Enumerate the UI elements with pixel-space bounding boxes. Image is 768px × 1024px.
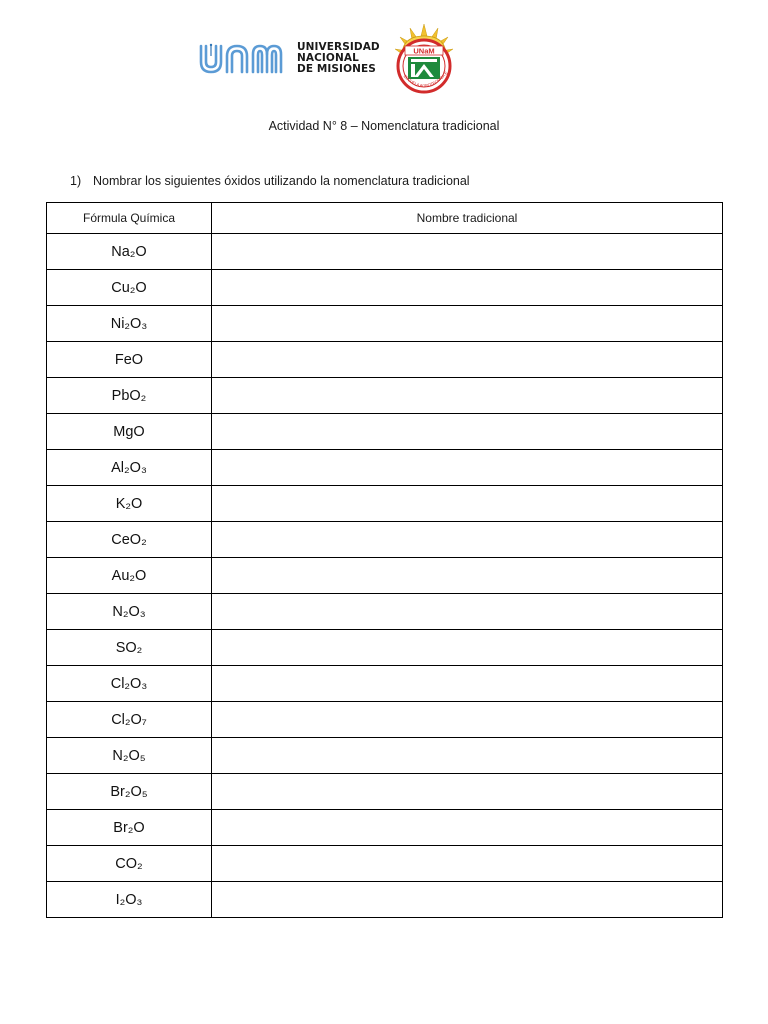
formula-cell: Au₂O <box>47 558 212 594</box>
table-row <box>47 306 723 342</box>
oxides-table <box>46 202 723 918</box>
table-row <box>47 486 723 522</box>
table-row <box>47 630 723 666</box>
table-row <box>47 450 723 486</box>
name-answer-cell[interactable] <box>212 306 723 342</box>
formula-cell: N₂O₅ <box>47 738 212 774</box>
name-answer-cell[interactable] <box>212 666 723 702</box>
formula-cell: N₂O₃ <box>47 594 212 630</box>
activity-title: Actividad N° 8 – Nomenclatura tradicional <box>268 119 500 133</box>
table-row <box>47 738 723 774</box>
name-answer-cell[interactable] <box>212 846 723 882</box>
name-answer-cell[interactable] <box>212 486 723 522</box>
formula-cell: Cu₂O <box>47 270 212 306</box>
table-row <box>47 846 723 882</box>
table-row <box>47 414 723 450</box>
formula-cell: CO₂ <box>47 846 212 882</box>
formula-cell: MgO <box>47 414 212 450</box>
question-text: Nombrar los siguientes óxidos utilizando la nomenclatura tradicional <box>93 174 470 188</box>
seal-ring-text: ESCUELA AGROTECNICA E <box>402 70 449 89</box>
name-answer-cell[interactable] <box>212 342 723 378</box>
unam-logo-icon <box>198 42 284 76</box>
table-row <box>47 522 723 558</box>
formula-cell: Cl₂O₃ <box>47 666 212 702</box>
university-name <box>297 42 380 75</box>
formula-cell: CeO₂ <box>47 522 212 558</box>
header-formula: Fórmula Química <box>47 203 212 234</box>
name-answer-cell[interactable] <box>212 702 723 738</box>
university-name-line-2: NACIONAL <box>297 52 359 64</box>
university-name-line-1: UNIVERSIDAD <box>297 41 380 53</box>
name-answer-cell[interactable] <box>212 774 723 810</box>
name-answer-cell[interactable] <box>212 594 723 630</box>
name-answer-cell[interactable] <box>212 522 723 558</box>
question-prompt <box>70 174 470 188</box>
table-row <box>47 594 723 630</box>
name-answer-cell[interactable] <box>212 234 723 270</box>
table-header-row <box>47 203 723 234</box>
formula-cell: I₂O₃ <box>47 882 212 918</box>
table-row <box>47 702 723 738</box>
formula-cell: K₂O <box>47 486 212 522</box>
formula-cell: SO₂ <box>47 630 212 666</box>
name-answer-cell[interactable] <box>212 414 723 450</box>
university-name-line-3: DE MISIONES <box>297 63 376 75</box>
name-answer-cell[interactable] <box>212 738 723 774</box>
table-row <box>47 774 723 810</box>
formula-cell: FeO <box>47 342 212 378</box>
formula-cell: Al₂O₃ <box>47 450 212 486</box>
table-row <box>47 378 723 414</box>
school-seal-icon <box>392 22 456 96</box>
table-row <box>47 270 723 306</box>
name-answer-cell[interactable] <box>212 378 723 414</box>
question-number: 1) <box>70 174 82 188</box>
formula-cell: Ni₂O₃ <box>47 306 212 342</box>
table-row <box>47 558 723 594</box>
seal-label: UNaM <box>413 46 435 56</box>
header-name: Nombre tradicional <box>212 203 723 234</box>
table-row <box>47 342 723 378</box>
name-answer-cell[interactable] <box>212 630 723 666</box>
name-answer-cell[interactable] <box>212 810 723 846</box>
name-answer-cell[interactable] <box>212 882 723 918</box>
document-header <box>0 20 768 100</box>
name-answer-cell[interactable] <box>212 270 723 306</box>
formula-cell: Cl₂O₇ <box>47 702 212 738</box>
name-answer-cell[interactable] <box>212 450 723 486</box>
formula-cell: Na₂O <box>47 234 212 270</box>
formula-cell: Br₂O <box>47 810 212 846</box>
formula-cell: Br₂O₅ <box>47 774 212 810</box>
table-body <box>47 234 723 918</box>
table-row <box>47 234 723 270</box>
formula-cell: PbO₂ <box>47 378 212 414</box>
table-row <box>47 882 723 918</box>
table-row <box>47 810 723 846</box>
table-row <box>47 666 723 702</box>
name-answer-cell[interactable] <box>212 558 723 594</box>
